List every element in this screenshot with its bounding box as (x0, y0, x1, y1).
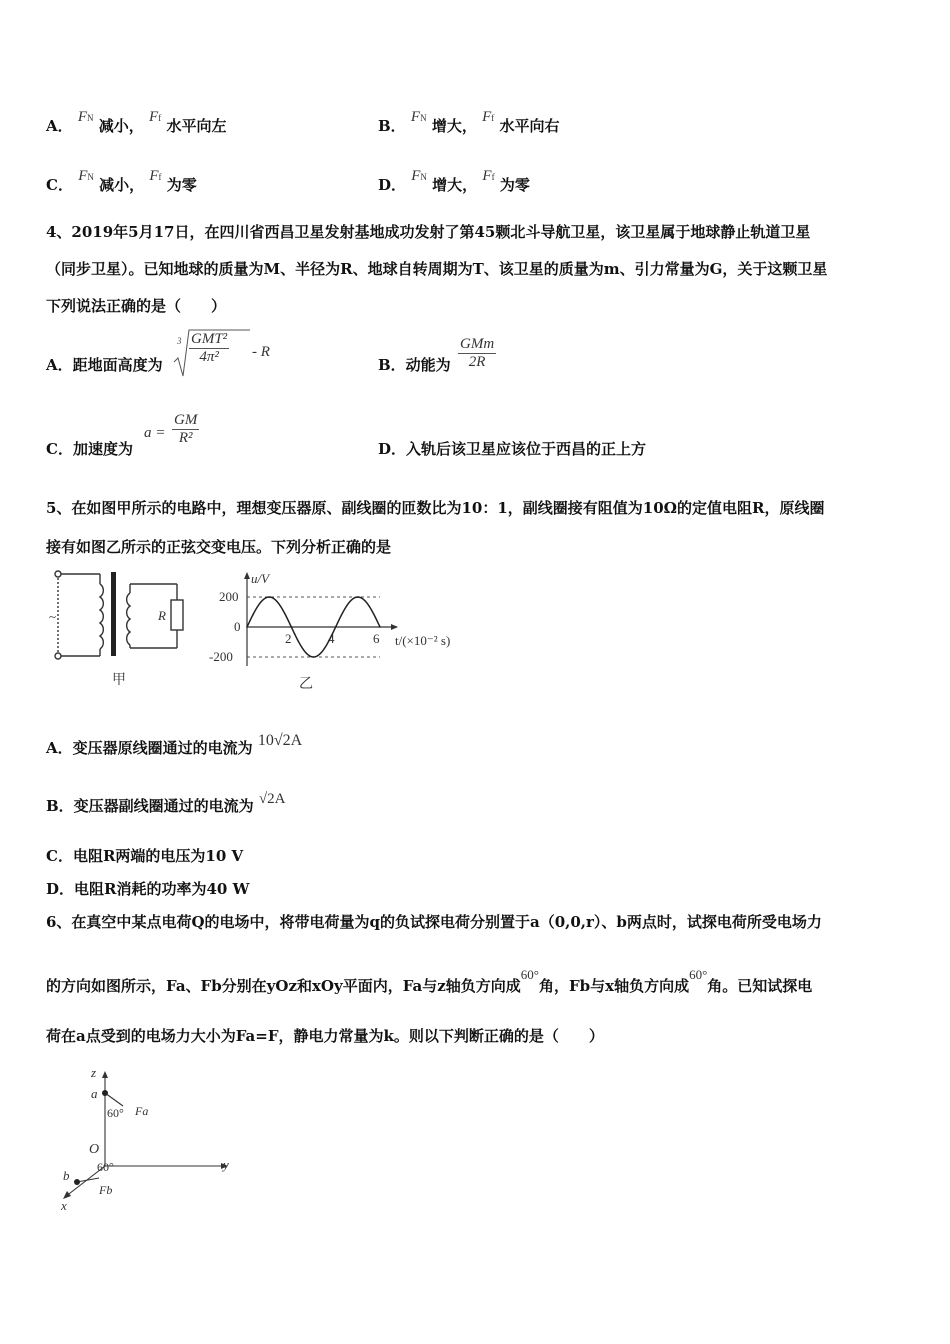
data-point (246, 626, 248, 628)
point-a (102, 1090, 108, 1096)
ff-symbol: Ff (482, 168, 495, 184)
y-axis-label: u/V (251, 571, 270, 586)
ff-symbol: Ff (149, 109, 162, 125)
q5-stem-line1: 5、在如图甲所示的电路中，理想变压器原、副线圈的匝数比为10：1，副线圈接有阻值为10Ω的定值电阻R，原线圈 (46, 499, 825, 517)
data-point (268, 596, 270, 598)
figure-jia-caption: 甲 (112, 673, 126, 688)
q6-stem-line1: 6、在真空中某点电荷Q的电场中，将带电荷量为q的负试探电荷分别置于a（0,0,r）、b两点时，试探电荷所受电场力 (46, 913, 822, 931)
q6-stem-line3: 荷在a点受到的电场力大小为Fa=F，静电力常量为k。则以下判断正确的是（ ） (46, 1027, 604, 1045)
q4-option-b-label[interactable]: B．动能为 (378, 356, 451, 374)
q4-stem-line1: 4、2019年5月17日，在四川省西昌卫星发射基地成功发射了第45颗北斗导航卫星，该卫星属于地球静止轨道卫星 (46, 223, 811, 241)
tick-label-minus-200: -200 (209, 649, 233, 664)
z-axis-arrow (102, 1071, 108, 1078)
fn-symbol: FN (410, 109, 427, 125)
ff-symbol: Ff (482, 109, 495, 125)
coordinate-axes-figure (55, 1062, 245, 1217)
ac-source-icon: ~ (49, 609, 57, 624)
origin-label: O (89, 1142, 100, 1157)
q4-a-fraction: GMT² 4π² (191, 331, 228, 365)
q4-option-a-label[interactable]: A．距地面高度为 (46, 356, 163, 374)
figure-yi-caption: 乙 (299, 677, 313, 692)
data-point (291, 626, 293, 628)
q3-option-a[interactable]: A． FN 减小， Ff 水平向左 (46, 109, 227, 135)
x-axis-label: t/(×10⁻² s) (395, 633, 451, 648)
q4-b-fraction: GMm 2R (460, 336, 495, 370)
terminal-bottom (55, 653, 61, 659)
primary-coil (100, 584, 103, 649)
a-label: a (91, 1086, 98, 1101)
tick-label-0: 0 (234, 619, 241, 634)
resistor-label: R (158, 608, 166, 623)
q3-option-b[interactable]: B． FN 增大， Ff 水平向右 (378, 109, 560, 135)
q4-c-lhs: a = (144, 425, 166, 441)
x-label: x (61, 1198, 67, 1213)
q5-option-d[interactable]: D．电阻R消耗的功率为40 W (46, 880, 250, 898)
data-point (335, 626, 337, 628)
q6-stem-line2: 的方向如图所示，Fa、Fb分别在yOz和xOy平面内，Fa与z轴负方向成60°角，Fb与x轴负方向成60°角。已知试探电 (46, 967, 813, 995)
q4-c-fraction: $\frac{GM}{\text{R²}}$ (174, 412, 198, 446)
data-point (357, 596, 359, 598)
tick-label-200: 200 (219, 589, 239, 604)
q5-option-a[interactable]: A．变压器原线圈通过的电流为 10√2A (46, 732, 303, 757)
q4-option-c-label[interactable]: C．加速度为 (46, 440, 133, 458)
data-point (313, 656, 315, 658)
fn-symbol: FN (78, 168, 94, 184)
q4-stem-line3: 下列说法正确的是（ ） (46, 297, 227, 315)
terminal-top (55, 571, 61, 577)
tick-label-4: 4 (328, 631, 335, 646)
fb-label: Fb (99, 1183, 113, 1197)
root-index: 3 (177, 336, 182, 346)
angle-60-b: 60° (97, 1160, 114, 1174)
x-axis-arrow (391, 624, 398, 630)
q4-stem-line2: （同步卫星）。已知地球的质量为M、半径为R、地球自转周期为T、该卫星的质量为m、引力常量为G，关于这颗卫星 (46, 260, 828, 278)
z-label: z (91, 1065, 97, 1080)
tick-label-6: 6 (373, 631, 380, 646)
q5-option-c[interactable]: C．电阻R两端的电压为10 V (46, 847, 244, 865)
y-axis-arrow (244, 572, 250, 579)
q5-stem-line2: 接有如图乙所示的正弦交变电压。下列分析正确的是 (46, 538, 392, 556)
b-label: b (63, 1168, 70, 1183)
q4-option-d[interactable]: D．入轨后该卫星应该位于西昌的正上方 (378, 440, 647, 458)
ff-symbol: Ff (149, 168, 162, 184)
tick-label-2: 2 (285, 631, 292, 646)
q3-option-c[interactable]: C． FN 减小， Ff 为零 (46, 168, 197, 194)
voltage-waveform-chart (205, 570, 475, 695)
fa-label: Fa (135, 1104, 149, 1118)
point-b (74, 1179, 80, 1185)
resistor (171, 600, 183, 630)
fa-arrow (105, 1093, 123, 1106)
y-label: y (223, 1157, 229, 1172)
angle-60-a: 60° (107, 1106, 124, 1120)
transformer-circuit-figure (44, 568, 204, 693)
q5-a-value: 10√2A (257, 732, 303, 749)
secondary-coil (127, 593, 130, 645)
fn-symbol: FN (77, 109, 94, 125)
fn-symbol: FN (411, 168, 427, 184)
q5-option-b[interactable]: B．变压器副线圈通过的电流为 √2A (46, 791, 286, 815)
q5-b-value: √2A (258, 791, 286, 807)
data-point (379, 626, 381, 628)
iron-core (111, 572, 116, 656)
q3-option-d[interactable]: D． FN 增大， Ff 为零 (378, 168, 530, 194)
